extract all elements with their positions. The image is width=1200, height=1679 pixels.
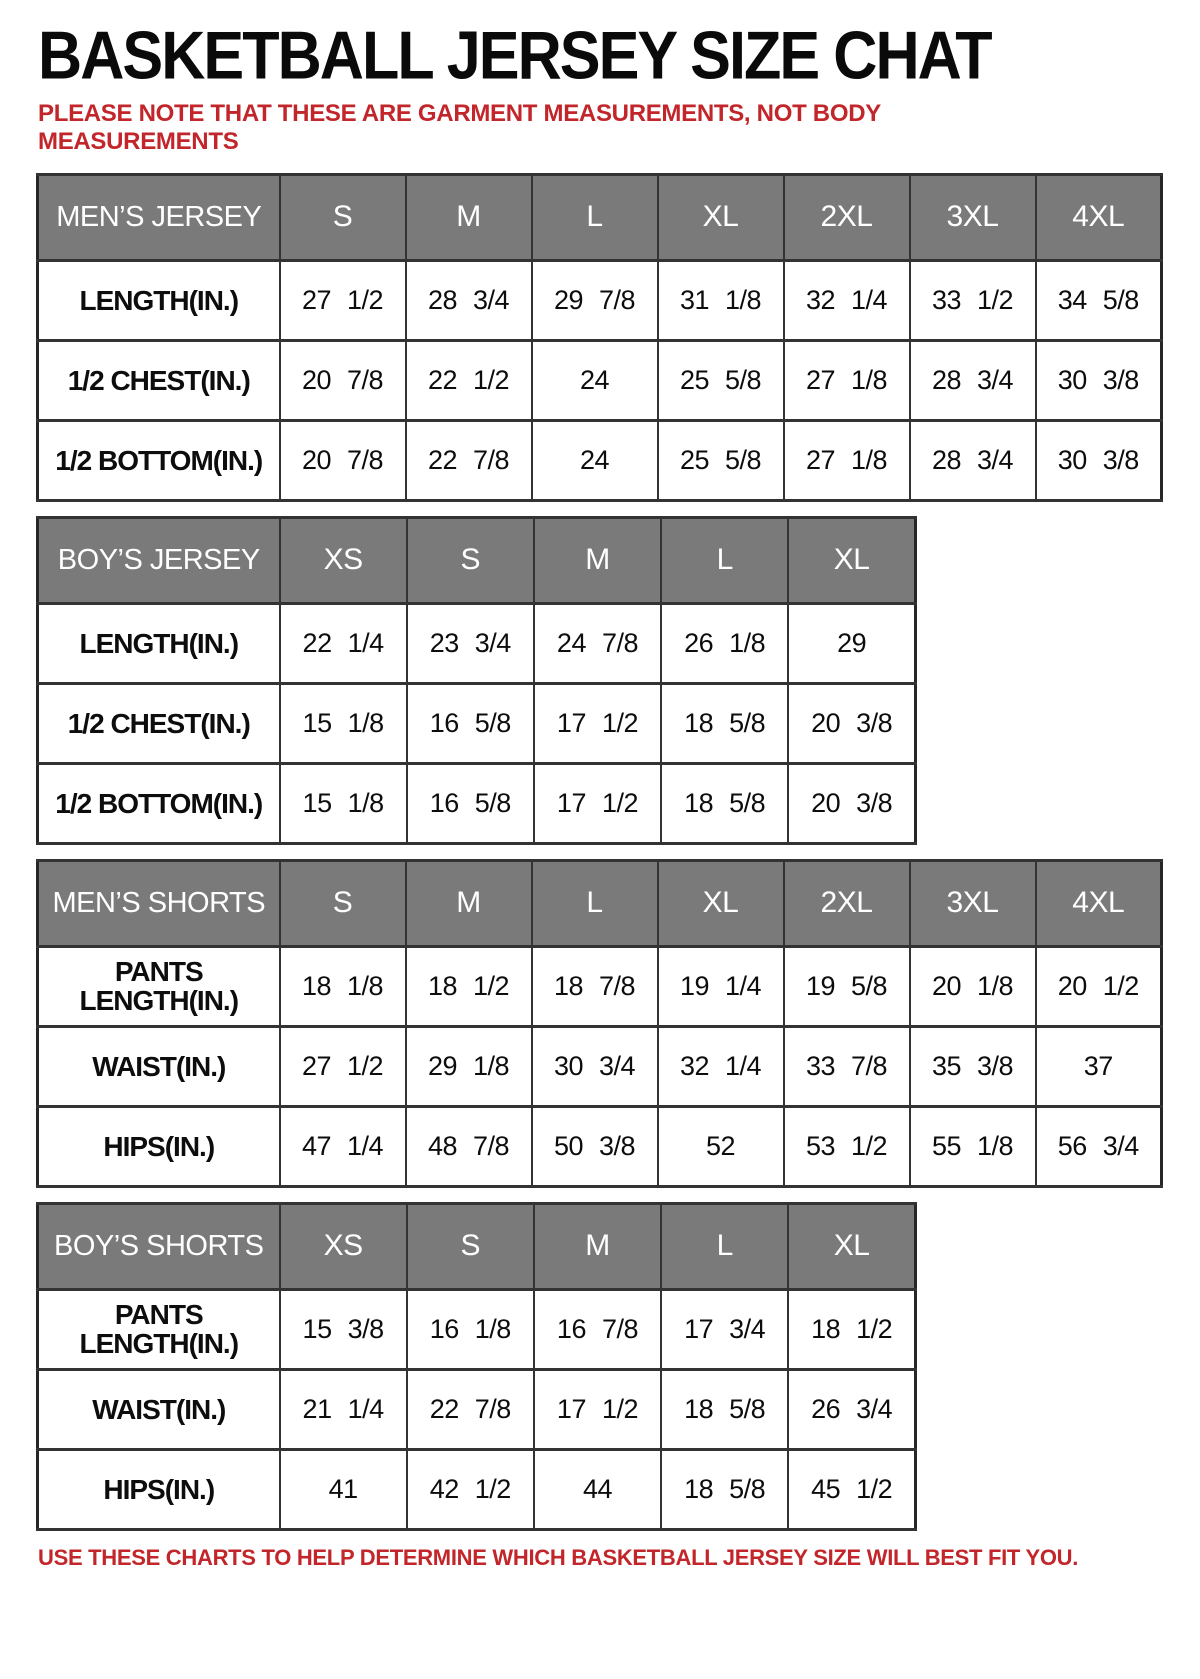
row-label-cell: LENGTH(IN.): [38, 603, 280, 683]
value-cell: 55 1/8: [910, 1106, 1036, 1186]
value-cell: 22 7/8: [406, 420, 532, 500]
value-cell: 16 7/8: [534, 1289, 661, 1369]
header-row: [38, 1203, 916, 1289]
size-header-cell: XS: [280, 517, 407, 603]
mens-shorts-table: [36, 859, 1163, 1188]
value-cell: 18 5/8: [661, 683, 788, 763]
value-cell: 22 1/4: [280, 603, 407, 683]
value-cell: 56 3/4: [1036, 1106, 1162, 1186]
value-cell: 27 1/2: [280, 1026, 406, 1106]
size-header-cell: L: [532, 174, 658, 260]
row-label-cell: PANTS LENGTH(IN.): [38, 946, 280, 1026]
value-cell: 24 7/8: [534, 603, 661, 683]
table-title-cell: BOY’S JERSEY: [38, 517, 280, 603]
value-cell: 27 1/2: [280, 260, 406, 340]
value-cell: 18 1/2: [406, 946, 532, 1026]
value-cell: 24: [532, 340, 658, 420]
value-cell: 24: [532, 420, 658, 500]
value-cell: 16 1/8: [407, 1289, 534, 1369]
value-cell: 18 5/8: [661, 763, 788, 843]
value-cell: 30 3/4: [532, 1026, 658, 1106]
value-cell: 31 1/8: [658, 260, 784, 340]
table-title-cell: MEN’S SHORTS: [38, 860, 280, 946]
value-cell: 50 3/8: [532, 1106, 658, 1186]
value-cell: 37: [1036, 1026, 1162, 1106]
header-row: [38, 860, 1162, 946]
boys-shorts-table: [36, 1202, 917, 1531]
table-row: [38, 763, 916, 843]
value-cell: 25 5/8: [658, 420, 784, 500]
value-cell: 18 5/8: [661, 1449, 788, 1529]
value-cell: 32 1/4: [784, 260, 910, 340]
size-header-cell: XS: [280, 1203, 407, 1289]
value-cell: 20 3/8: [788, 763, 915, 843]
garment-measurements-note: PLEASE NOTE THAT THESE ARE GARMENT MEASUREMENTS, NOT BODY MEASUREMENTS: [38, 100, 881, 156]
value-cell: 22 7/8: [407, 1369, 534, 1449]
value-cell: 33 7/8: [784, 1026, 910, 1106]
table-row: [38, 1026, 1162, 1106]
value-cell: 17 1/2: [534, 683, 661, 763]
table-row: [38, 340, 1162, 420]
value-cell: 52: [658, 1106, 784, 1186]
value-cell: 21 1/4: [280, 1369, 407, 1449]
value-cell: 15 1/8: [280, 763, 407, 843]
value-cell: 18 7/8: [532, 946, 658, 1026]
size-header-cell: S: [280, 860, 406, 946]
value-cell: 20 1/8: [910, 946, 1036, 1026]
header-row: [38, 174, 1162, 260]
boys-jersey-table: [36, 516, 917, 845]
size-header-cell: XL: [658, 860, 784, 946]
size-header-cell: L: [661, 1203, 788, 1289]
value-cell: 17 3/4: [661, 1289, 788, 1369]
row-label-cell: LENGTH(IN.): [38, 260, 280, 340]
value-cell: 18 1/8: [280, 946, 406, 1026]
size-header-cell: L: [661, 517, 788, 603]
table-row: [38, 946, 1162, 1026]
size-header-cell: 2XL: [784, 174, 910, 260]
value-cell: 17 1/2: [534, 1369, 661, 1449]
value-cell: 32 1/4: [658, 1026, 784, 1106]
value-cell: 34 5/8: [1036, 260, 1162, 340]
row-label-cell: HIPS(IN.): [38, 1106, 280, 1186]
header-row: [38, 517, 916, 603]
value-cell: 53 1/2: [784, 1106, 910, 1186]
value-cell: 30 3/8: [1036, 340, 1162, 420]
table-title-cell: BOY’S SHORTS: [38, 1203, 280, 1289]
size-header-cell: S: [407, 1203, 534, 1289]
value-cell: 29 7/8: [532, 260, 658, 340]
value-cell: 30 3/8: [1036, 420, 1162, 500]
size-header-cell: S: [407, 517, 534, 603]
value-cell: 23 3/4: [407, 603, 534, 683]
value-cell: 42 1/2: [407, 1449, 534, 1529]
row-label-cell: PANTS LENGTH(IN.): [38, 1289, 280, 1369]
row-label-cell: WAIST(IN.): [38, 1369, 280, 1449]
size-header-cell: S: [280, 174, 406, 260]
mens-jersey-table: [36, 173, 1163, 502]
size-header-cell: L: [532, 860, 658, 946]
value-cell: 16 5/8: [407, 763, 534, 843]
value-cell: 45 1/2: [788, 1449, 915, 1529]
row-label-cell: HIPS(IN.): [38, 1449, 280, 1529]
value-cell: 17 1/2: [534, 763, 661, 843]
value-cell: 35 3/8: [910, 1026, 1036, 1106]
value-cell: 28 3/4: [910, 420, 1036, 500]
fit-guidance-note: USE THESE CHARTS TO HELP DETERMINE WHICH BASKETBALL JERSEY SIZE WILL BEST FIT YOU.: [38, 1544, 1079, 1570]
value-cell: 18 1/2: [788, 1289, 915, 1369]
row-label-cell: 1/2 BOTTOM(IN.): [38, 420, 280, 500]
value-cell: 20 7/8: [280, 420, 406, 500]
row-label-cell: 1/2 CHEST(IN.): [38, 683, 280, 763]
row-label-cell: 1/2 BOTTOM(IN.): [38, 763, 280, 843]
value-cell: 15 3/8: [280, 1289, 407, 1369]
size-header-cell: XL: [788, 517, 915, 603]
value-cell: 16 5/8: [407, 683, 534, 763]
table-row: [38, 420, 1162, 500]
table-row: [38, 260, 1162, 340]
value-cell: 28 3/4: [406, 260, 532, 340]
value-cell: 18 5/8: [661, 1369, 788, 1449]
value-cell: 25 5/8: [658, 340, 784, 420]
value-cell: 27 1/8: [784, 420, 910, 500]
size-header-cell: XL: [788, 1203, 915, 1289]
size-header-cell: M: [406, 860, 532, 946]
size-header-cell: 2XL: [784, 860, 910, 946]
size-header-cell: XL: [658, 174, 784, 260]
value-cell: 48 7/8: [406, 1106, 532, 1186]
table-row: [38, 1106, 1162, 1186]
table-row: [38, 683, 916, 763]
value-cell: 20 3/8: [788, 683, 915, 763]
table-row: [38, 1289, 916, 1369]
table-row: [38, 603, 916, 683]
value-cell: 19 5/8: [784, 946, 910, 1026]
value-cell: 20 7/8: [280, 340, 406, 420]
row-label-cell: 1/2 CHEST(IN.): [38, 340, 280, 420]
value-cell: 15 1/8: [280, 683, 407, 763]
value-cell: 28 3/4: [910, 340, 1036, 420]
size-header-cell: 3XL: [910, 860, 1036, 946]
value-cell: 44: [534, 1449, 661, 1529]
size-header-cell: 3XL: [910, 174, 1036, 260]
size-header-cell: 4XL: [1036, 174, 1162, 260]
value-cell: 27 1/8: [784, 340, 910, 420]
value-cell: 29 1/8: [406, 1026, 532, 1106]
size-header-cell: 4XL: [1036, 860, 1162, 946]
size-header-cell: M: [534, 517, 661, 603]
value-cell: 29: [788, 603, 915, 683]
value-cell: 22 1/2: [406, 340, 532, 420]
page-title: BASKETBALL JERSEY SIZE CHAT: [38, 17, 991, 94]
value-cell: 20 1/2: [1036, 946, 1162, 1026]
value-cell: 33 1/2: [910, 260, 1036, 340]
table-row: [38, 1449, 916, 1529]
table-title-cell: MEN’S JERSEY: [38, 174, 280, 260]
value-cell: 26 1/8: [661, 603, 788, 683]
value-cell: 26 3/4: [788, 1369, 915, 1449]
value-cell: 19 1/4: [658, 946, 784, 1026]
size-header-cell: M: [534, 1203, 661, 1289]
size-header-cell: M: [406, 174, 532, 260]
table-row: [38, 1369, 916, 1449]
value-cell: 41: [280, 1449, 407, 1529]
row-label-cell: WAIST(IN.): [38, 1026, 280, 1106]
value-cell: 47 1/4: [280, 1106, 406, 1186]
